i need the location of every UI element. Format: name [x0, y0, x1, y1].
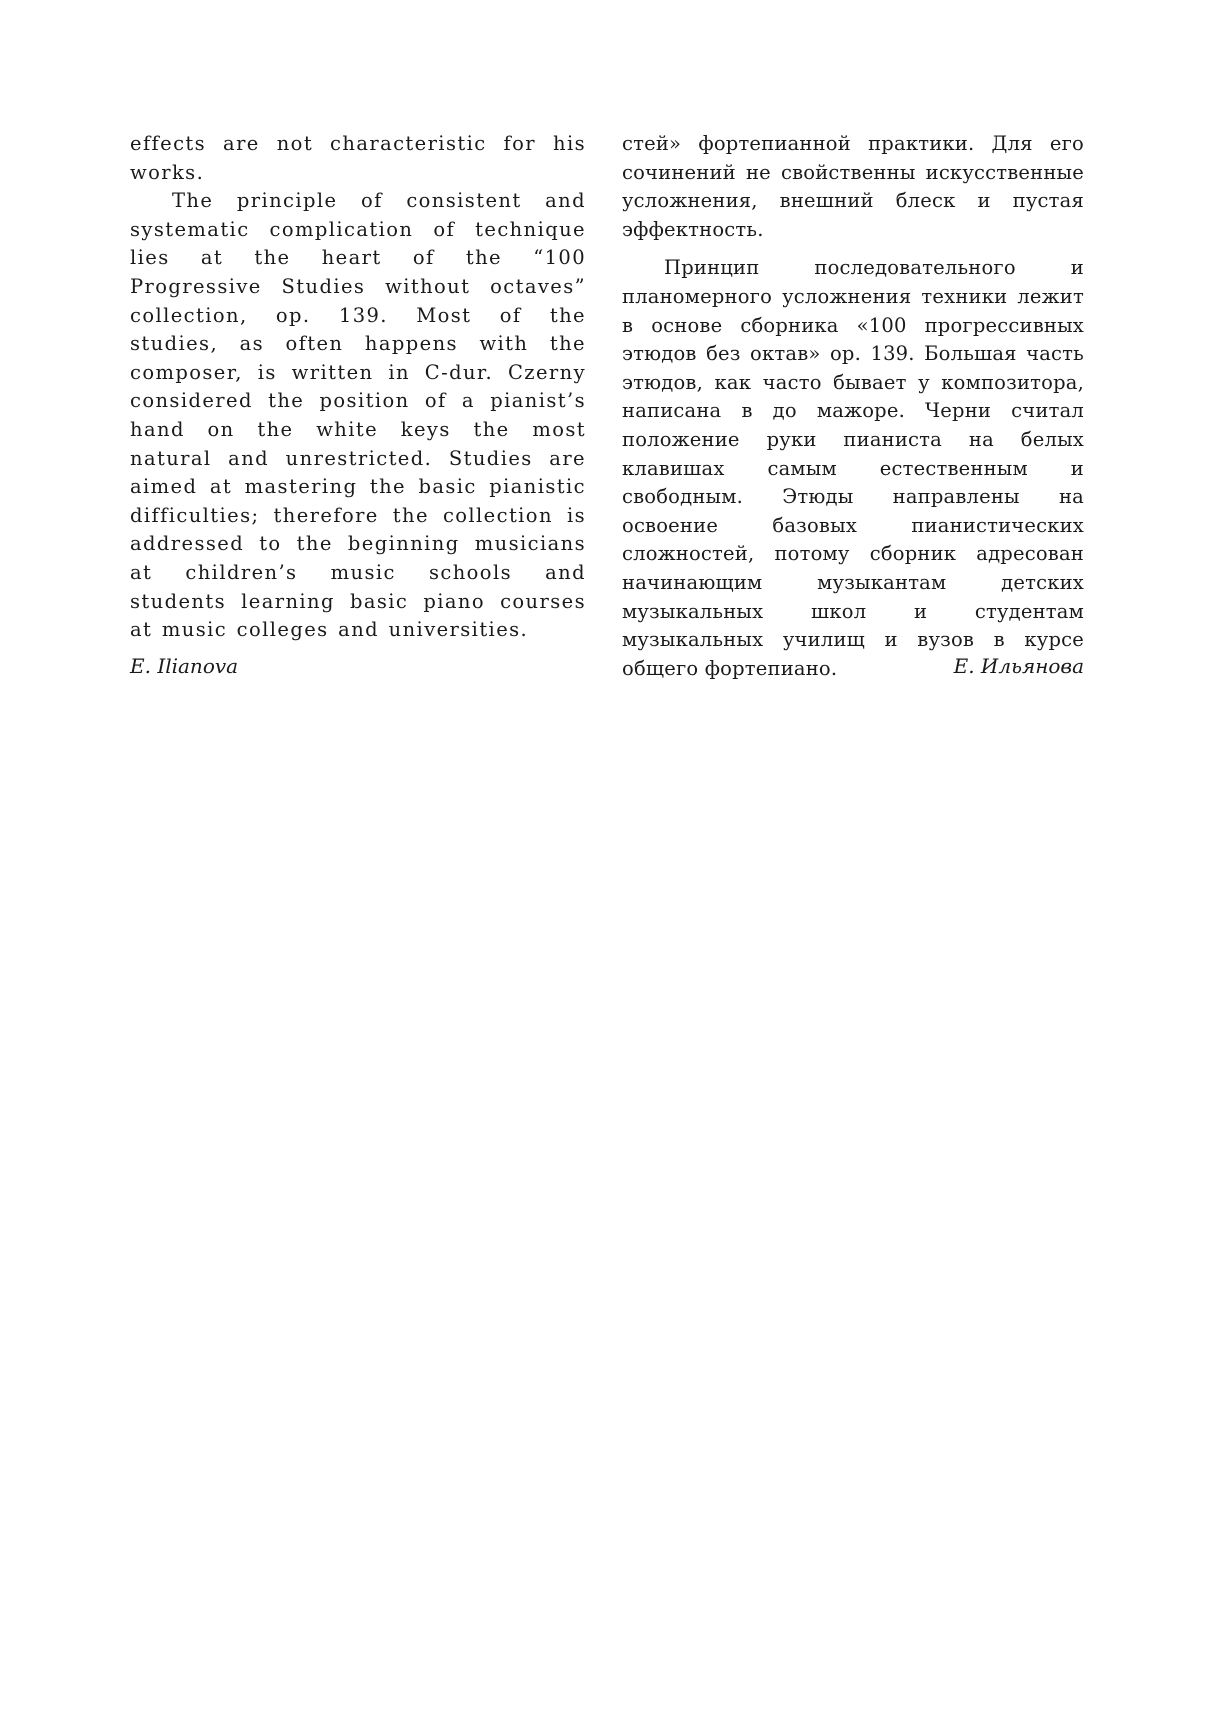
english-paragraph-principle: The principle of consistent and systematic complication of technique lies at the heart of the “100 Progressive Studies without octaves” collection, op. 139. Most of the studies, as often happens with the composer, is written in C-dur. Czerny considered the position of a pianist’s hand on the white keys the most natural and unrestricted. Studies are aimed at mastering the basic pianistic difficulties; therefore the collection is addressed to the beginning musicians at children’s music schools and students learning basic piano courses at music colleges and universities. — [130, 189, 586, 642]
russian-author-signature: Е. Ильянова — [953, 654, 1084, 678]
english-paragraph-continuation: effects are not characteristic for his works. — [130, 132, 586, 184]
english-text-column — [130, 130, 586, 645]
russian-paragraph-continuation: стей» фортепианной практики. Для его сочинений не свойственны искусственные усложнения, внешний блеск и пустая эффектность. — [622, 132, 1084, 241]
russian-text-column — [622, 130, 1084, 683]
russian-paragraph-principle: Принцип последовательного и планомерного усложнения техники лежит в основе сборника «100 прогрессивных этюдов без октав» ор. 139. Большая часть этюдов, как часто бывает у композитора, написана в до мажоре. Черни считал положение руки пианиста на белых клавишах самым естественным и свободным. Этюды направлены на освоение базовых пианистических сложностей, потому сборник адресован начинающим музыкантам детских музыкальных школ и студентам музыкальных училищ и вузов в курсе общего фортепиано. — [622, 256, 1084, 680]
english-author-signature: E. Ilianova — [130, 654, 239, 678]
